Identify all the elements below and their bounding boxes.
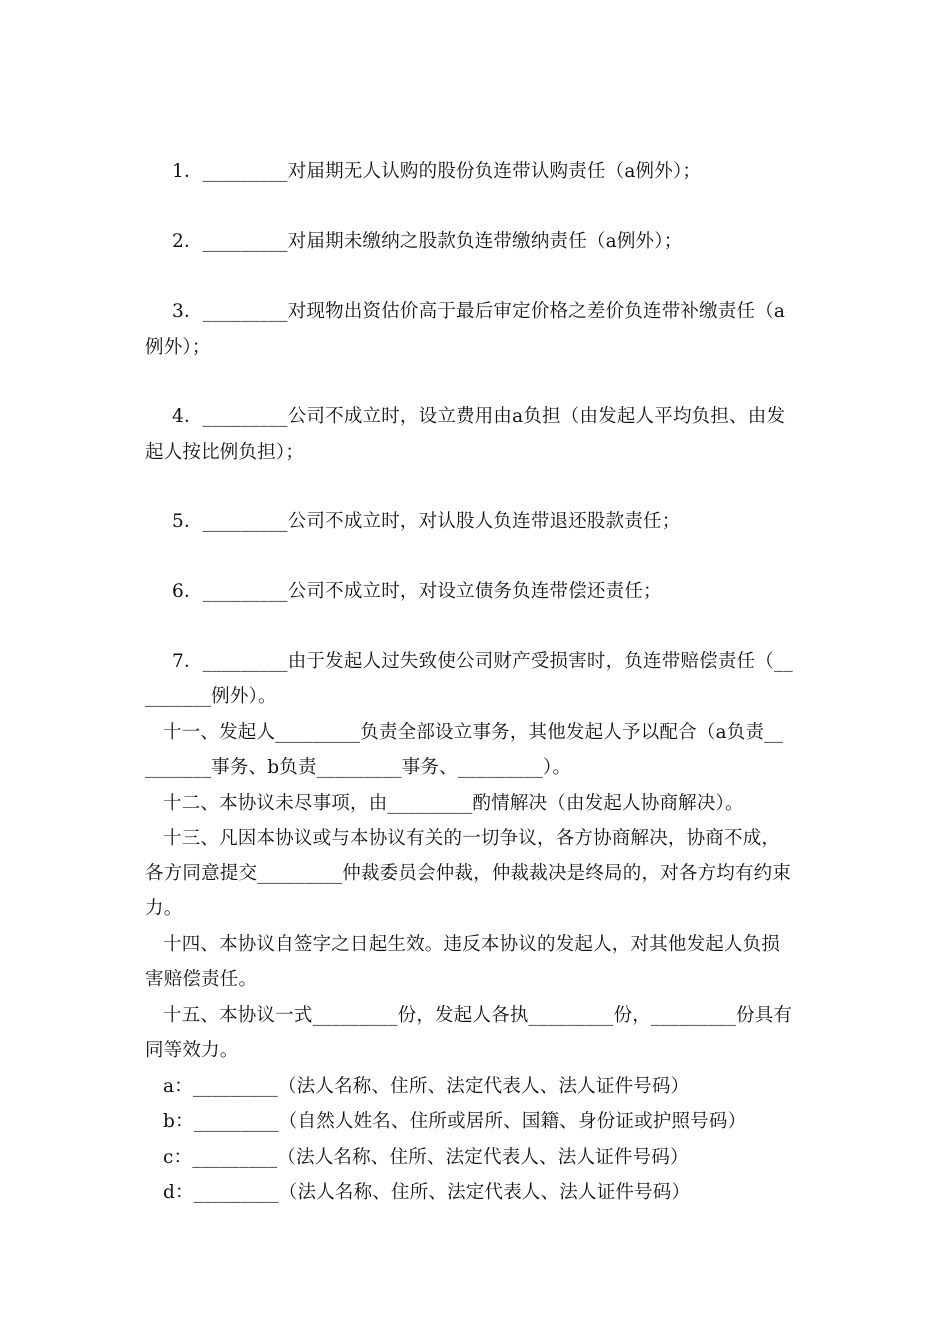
clause-13-line-3: 力。 xyxy=(145,898,183,919)
item-4-line-1: 4．_________公司不成立时，设立费用由a负担（由发起人平均负担、由发 xyxy=(172,406,786,427)
item-3-line-1: 3．_________对现物出资估价高于最后审定价格之差价负连带补缴责任（a xyxy=(172,301,786,322)
clause-15-line-1: 十五、本协议一式_________份，发起人各执_________份，_________份具有 xyxy=(163,1005,793,1026)
item-7-line-2: _______例外）。 xyxy=(145,686,277,707)
clause-14-line-1: 十四、本协议自签字之日起生效。违反本协议的发起人，对其他发起人负损 xyxy=(163,934,781,955)
clause-15-line-2: 同等效力。 xyxy=(145,1040,239,1061)
item-2-line-1: 2．_________对届期未缴纳之股款负连带缴纳责任（a例外）； xyxy=(172,231,683,252)
item-4-line-2: 起人按比例负担）； xyxy=(145,442,305,463)
clause-13-line-2: 各方同意提交_________仲裁委员会仲裁，仲裁裁决是终局的，对各方均有约束 xyxy=(145,863,792,884)
clause-12-line-1: 十二、本协议未尽事项，由_________酌情解决（由发起人协商解决）。 xyxy=(163,793,744,814)
party-a-line: a：_________（法人名称、住所、法定代表人、法人证件号码） xyxy=(163,1076,690,1097)
clause-11-line-1: 十一、发起人_________负责全部设立事务，其他发起人予以配合（a负责__ xyxy=(163,722,784,743)
clause-14-line-2: 害赔偿责任。 xyxy=(145,969,258,990)
item-3-line-2: 例外）； xyxy=(145,337,211,358)
clause-11-line-2: _______事务、b负责_________事务、_________）。 xyxy=(145,757,572,778)
item-7-line-1: 7．_________由于发起人过失致使公司财产受损害时，负连带赔偿责任（__ xyxy=(172,651,793,672)
clause-13-line-1: 十三、凡因本协议或与本协议有关的一切争议，各方协商解决，协商不成， xyxy=(163,828,781,849)
item-5-line-1: 5．_________公司不成立时，对认股人负连带退还股款责任； xyxy=(172,511,681,532)
party-d-line: d：_________（法人名称、住所、法定代表人、法人证件号码） xyxy=(163,1182,691,1203)
item-1-line-1: 1．_________对届期无人认购的股份负连带认购责任（a例外）； xyxy=(172,161,702,182)
party-c-line: c：_________（法人名称、住所、法定代表人、法人证件号码） xyxy=(163,1147,689,1168)
item-6-line-1: 6．_________公司不成立时，对设立债务负连带偿还责任； xyxy=(172,581,662,602)
party-b-line: b：_________（自然人姓名、住所或居所、国籍、身份证或护照号码） xyxy=(163,1111,747,1132)
